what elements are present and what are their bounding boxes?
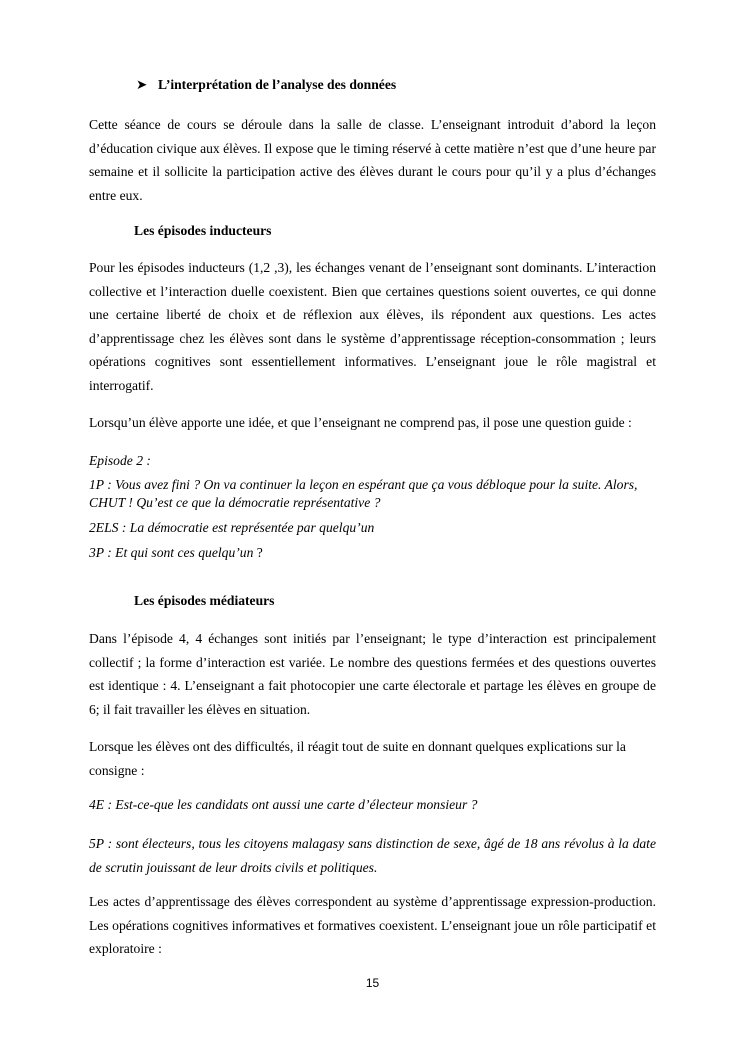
dialogue-4e: 4E : Est-ce-que les candidats ont aussi une carte d’électeur monsieur ? <box>89 797 478 812</box>
dialogue-1p: 1P : Vous avez fini ? On va continuer la leçon en espérant que ça vous débloque pour la suite. Alors, CHUT ! Qu’est ce que la démocratie représentative ? <box>89 477 638 510</box>
arrowhead-bullet-icon: ➤ <box>136 77 148 92</box>
dialogue-3p-end: ? <box>253 545 263 560</box>
subheading-inducteurs: Les épisodes inducteurs <box>134 223 272 238</box>
dialogue-5p: 5P : sont électeurs, tous les citoyens malagasy sans distinction de sexe, âgé de 18 ans révolus à la date de scrutin jouissant de leur droits civils et politiques. <box>89 836 656 875</box>
paragraph-inducteurs: Pour les épisodes inducteurs (1,2 ,3), les échanges venant de l’enseignant sont dominants. L’interaction collective et l’interaction duelle coexistent. Bien que certaines questions soient ouvertes, ce qui donne une certaine liberté de choix et de réflexion aux élèves, ils répondent aux questions. Les actes d’apprentissage chez les élèves sont dans le système d’apprentissage réception-consommation ; leurs opérations cognitives sont essentiellement informatives. L’enseignant joue le rôle magistral et interrogatif. <box>89 260 656 393</box>
page-number: 15 <box>365 976 380 990</box>
paragraph-expression-production: Les actes d’apprentissage des élèves correspondent au système d’apprentissage expression-production. Les opérations cognitives informatives et formatives coexistent. L’enseignant joue un rôle participatif et exploratoire : <box>89 894 656 957</box>
subheading-mediateurs: Les épisodes médiateurs <box>134 593 275 608</box>
paragraph-intro: Cette séance de cours se déroule dans la salle de classe. L’enseignant introduit d’abord la leçon d’éducation civique aux élèves. Il expose que le timing réservé à cette matière n’est que d’une heure par semaine et il sollicite la participation active des élèves durant le cours pour qu’il y a plus d’échanges entre eux. <box>89 117 656 203</box>
section-heading <box>136 77 396 93</box>
dialogue-3p-text: 3P : Et qui sont ces quelqu’un <box>89 545 254 560</box>
episode-label: Episode 2 : <box>89 453 151 468</box>
section-heading-text: L’interprétation de l’analyse des données <box>158 77 397 92</box>
dialogue-2els: 2ELS : La démocratie est représentée par quelqu’un <box>89 520 375 535</box>
paragraph-mediateurs: Dans l’épisode 4, 4 échanges sont initiés par l’enseignant; le type d’interaction est principalement collectif ; la forme d’interaction est variée. Le nombre des questions fermées et des questions ouvertes est identique : 4. L’enseignant a fait photocopier une carte électorale et partage les élèves en groupe de 6; il fait travailler les élèves en situation. <box>89 631 656 717</box>
paragraph-question-guide: Lorsqu’un élève apporte une idée, et que l’enseignant ne comprend pas, il pose une question guide : <box>89 415 632 430</box>
dialogue-3p <box>89 545 656 561</box>
paragraph-difficultes: Lorsque les élèves ont des difficultés, il réagit tout de suite en donnant quelques explications sur la consigne : <box>89 739 626 778</box>
